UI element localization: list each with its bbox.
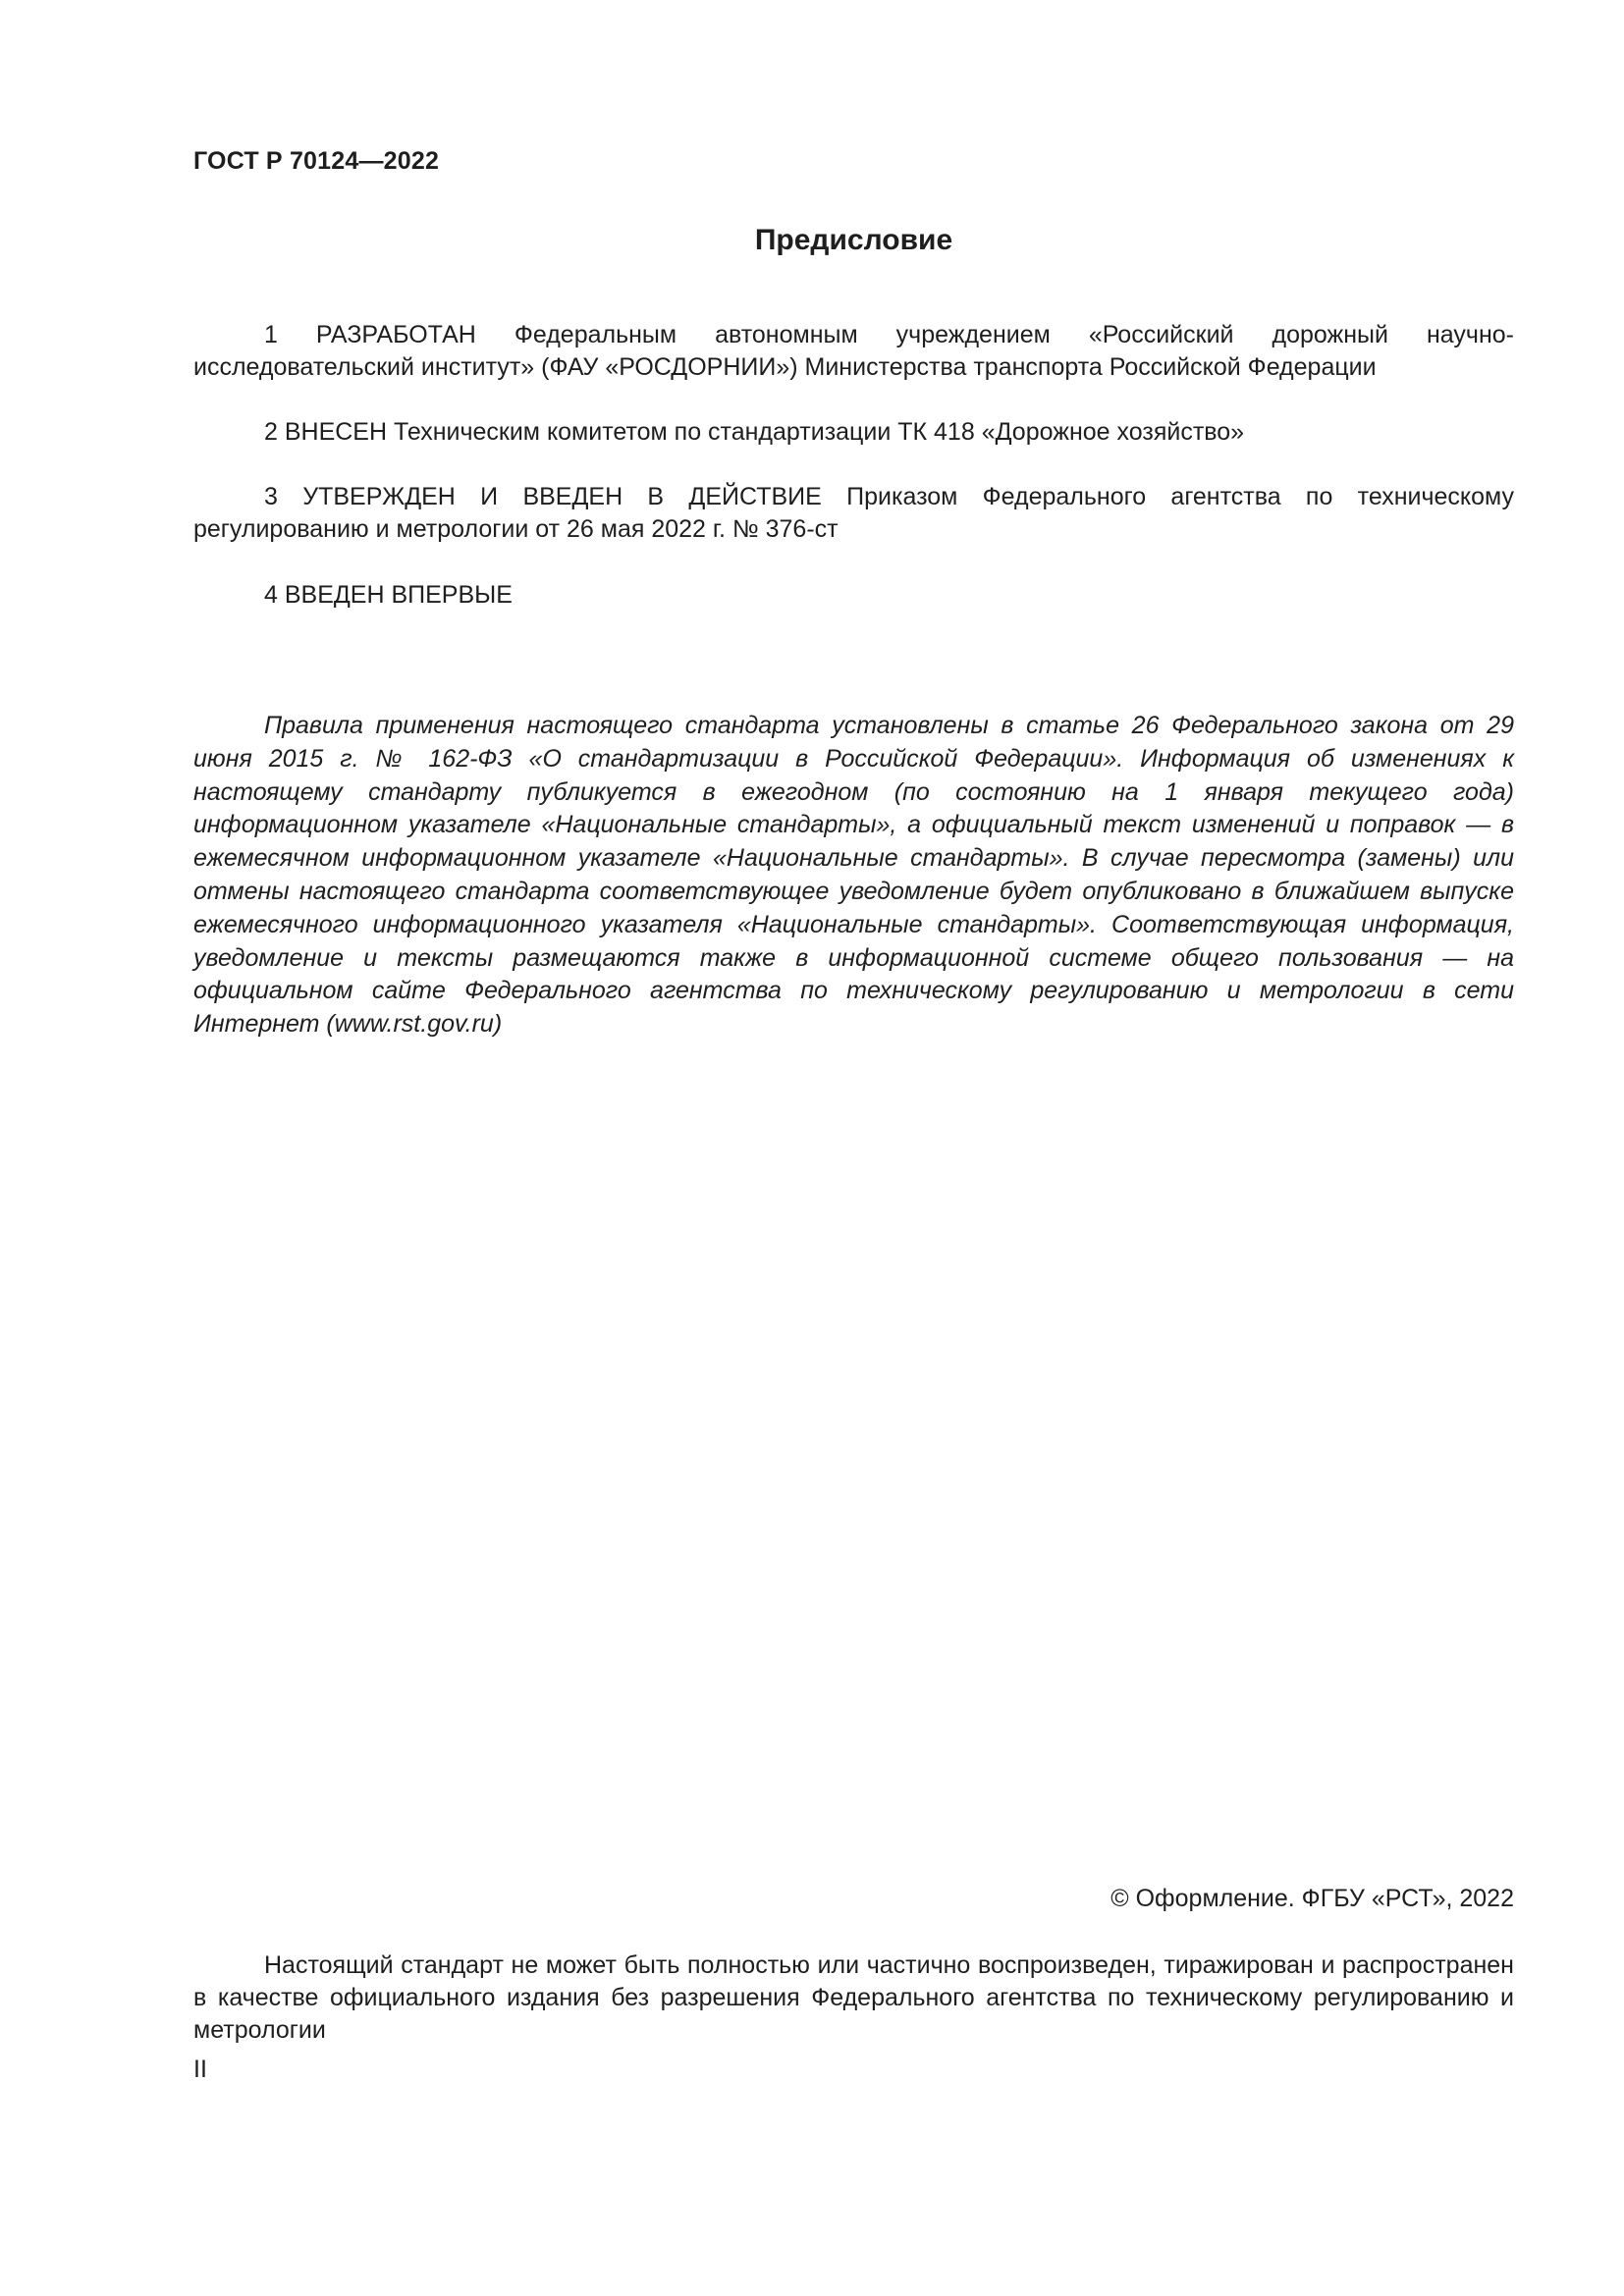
foreword-item-3: 3 УТВЕРЖДЕН И ВВЕДЕН В ДЕЙСТВИЕ Приказом Федерального агентства по техническому регулированию и метрологии от 26 мая 2022 г. № 376-ст <box>193 483 1514 543</box>
foreword-item-2: 2 ВНЕСЕН Техническим комитетом по стандартизации ТК 418 «Дорожное хозяйство» <box>264 418 1245 446</box>
document-code: ГОСТ Р 70124—2022 <box>193 147 440 175</box>
copyright-line: © Оформление. ФГБУ «РСТ», 2022 <box>1110 1885 1514 1912</box>
foreword-item-1: 1 РАЗРАБОТАН Федеральным автономным учреждением «Российский дорожный научно-исследовательский институт» (ФАУ «РОСДОРНИИ») Министерства транспорта Российской Федерации <box>193 321 1514 381</box>
foreword-item-4: 4 ВВЕДЕН ВПЕРВЫЕ <box>264 581 513 609</box>
application-rules-note: Правила применения настоящего стандарта установлены в статье 26 Федерального закона от 29 июня 2015 г. № 162-ФЗ «О стандартизации в Российской Федерации». Информация об изменениях к настоящему стандарту публикуется в ежегодном (по состоянию на 1 января текущего года) информационном указателе «Национальные стандарты», а официальный текст изменений и поправок — в ежемесячном информационном указателе «Национальные стандарты». В случае пересмотра (замены) или отмены настоящего стандарта соответствующее уведомление будет опубликовано в ближайшем выпуске ежемесячного информационного указателя «Национальные стандарты». Соответствующая информация, уведомление и тексты размещаются также в информационной системе общего пользования — на официальном сайте Федерального агентства по техническому регулированию и метрологии в сети Интернет (www.rst.gov.ru) <box>193 712 1514 1039</box>
reproduction-notice: Настоящий стандарт не может быть полностью или частично воспроизведен, тиражирован и распространен в качестве официального издания без разрешения Федерального агентства по техническому регулированию и метрологии <box>193 1951 1514 2044</box>
page-title: Предисловие <box>754 224 953 256</box>
page-number: II <box>193 2056 207 2083</box>
